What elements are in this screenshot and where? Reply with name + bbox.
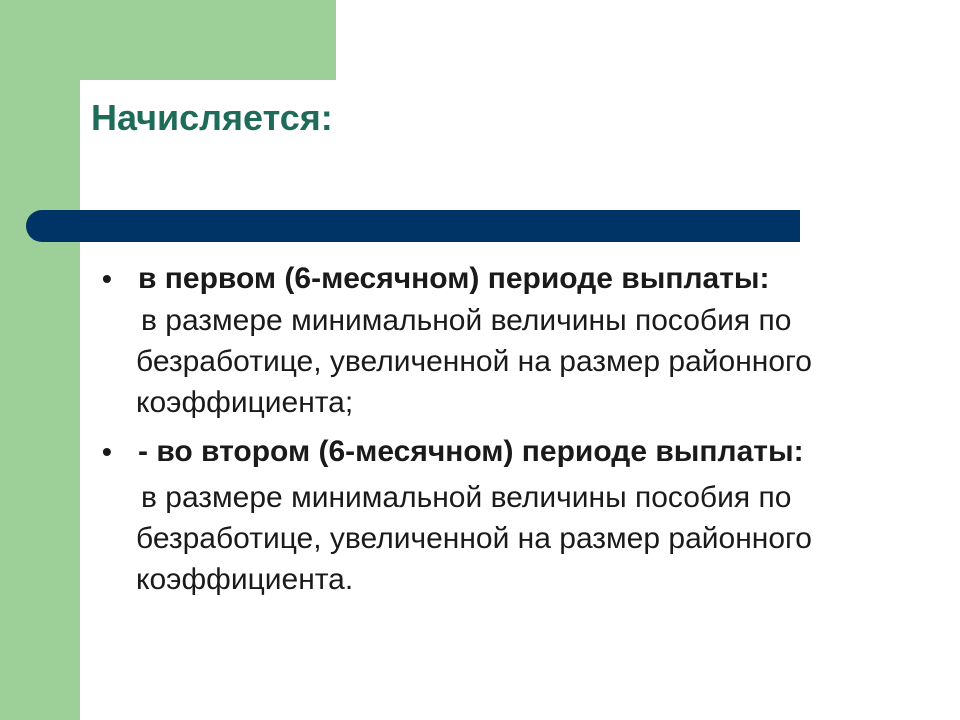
green-side-band: [0, 0, 80, 720]
bullet-item-second-period: [100, 431, 900, 473]
bullet-heading: - во втором (6-месячном) периоде выплаты:: [138, 435, 804, 468]
bullet-icon: •: [102, 436, 112, 467]
slide-body: [100, 258, 900, 600]
bullet-detail-text: в размере минимальной величины пособия по безработице, увеличенной на размер районного коэффициента.: [136, 481, 812, 596]
slide-title: Начисляется:: [91, 97, 333, 138]
bullet-item-first-period: [100, 258, 900, 300]
bullet-icon: •: [102, 263, 112, 294]
title-divider-bar: [26, 210, 800, 242]
bullet-heading: в первом (6-месячном) периоде выплаты:: [138, 262, 770, 295]
green-top-band: [0, 0, 336, 80]
bullet-detail-text: в размере минимальной величины пособия по безработице, увеличенной на размер районного коэффициента;: [136, 304, 812, 419]
